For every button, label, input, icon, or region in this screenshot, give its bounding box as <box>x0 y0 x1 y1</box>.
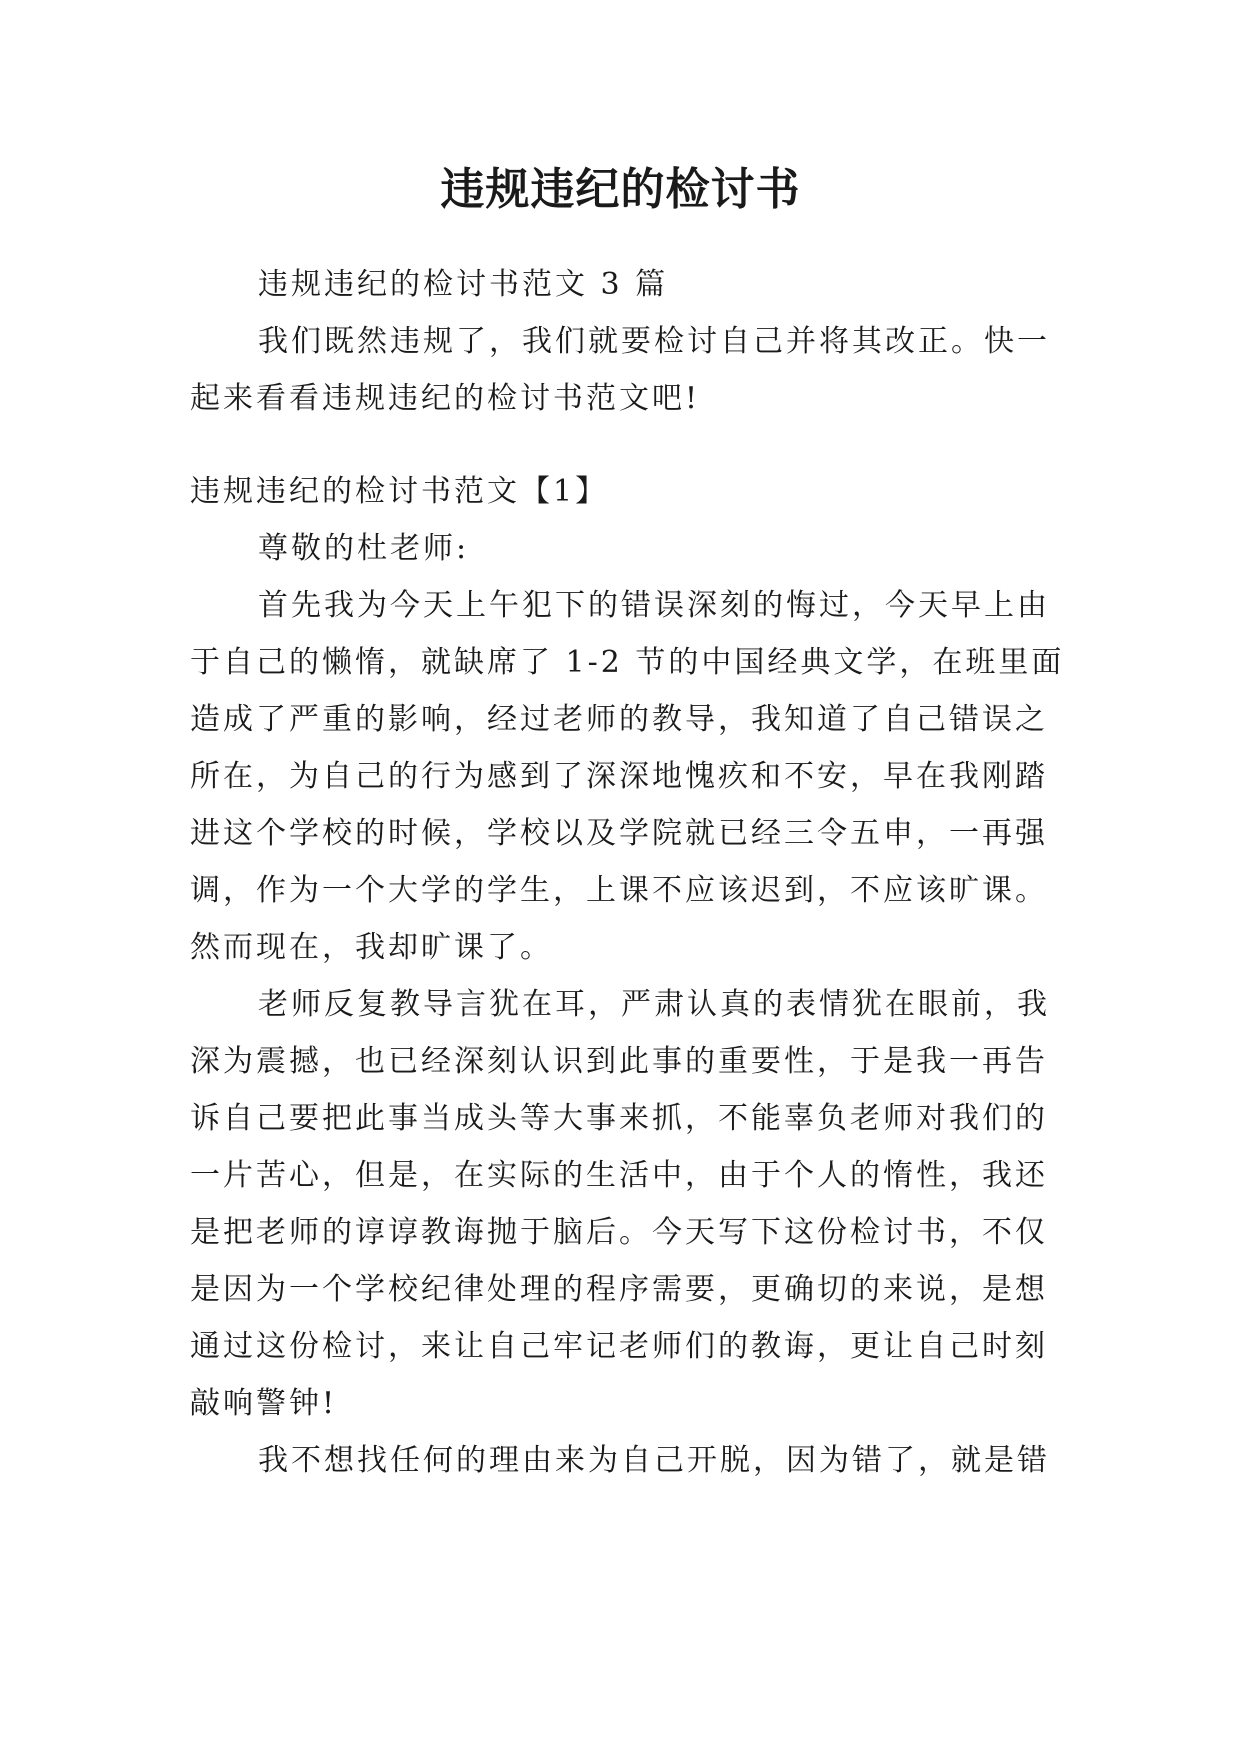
intro-block <box>190 256 1060 427</box>
paragraph-line: 所在，为自己的行为感到了深深地愧疚和不安，早在我刚踏 <box>190 759 1048 794</box>
document-title: 违规违纪的检讨书 <box>440 164 801 215</box>
paragraph-line: 我不想找任何的理由来为自己开脱，因为错了，就是错 <box>258 1443 1050 1478</box>
intro-subtitle: 违规违纪的检讨书范文 3 篇 <box>258 267 669 302</box>
paragraph-line: 诉自己要把此事当成头等大事来抓，不能辜负老师对我们的 <box>190 1101 1048 1136</box>
paragraph-line: 然而现在，我却旷课了。 <box>190 930 553 965</box>
paragraph-line: 敲响警钟! <box>190 1386 338 1421</box>
paragraph-line: 进这个学校的时候，学校以及学院就已经三令五申，一再强 <box>190 816 1048 851</box>
paragraph-line: 首先我为今天上午犯下的错误深刻的悔过，今天早上由 <box>258 588 1050 623</box>
salutation: 尊敬的杜老师: <box>258 531 470 566</box>
paragraph-line: 于自己的懒惰，就缺席了 1-2 节的中国经典文学，在班里面 <box>190 645 1065 680</box>
paragraph-line: 造成了严重的影响，经过老师的教导，我知道了自己错误之 <box>190 702 1048 737</box>
intro-lead-line: 起来看看违规违纪的检讨书范文吧! <box>190 381 701 416</box>
paragraph-line: 深为震撼，也已经深刻认识到此事的重要性，于是我一再告 <box>190 1044 1048 1079</box>
section-heading: 违规违纪的检讨书范文【1】 <box>190 474 609 509</box>
paragraph-line: 是因为一个学校纪律处理的程序需要，更确切的来说，是想 <box>190 1272 1048 1307</box>
paragraph-line: 一片苦心，但是，在实际的生活中，由于个人的惰性，我还 <box>190 1158 1048 1193</box>
paragraph-line: 通过这份检讨，来让自己牢记老师们的教诲，更让自己时刻 <box>190 1329 1048 1364</box>
section-1 <box>190 463 1065 1489</box>
paragraph-line: 老师反复教导言犹在耳，严肃认真的表情犹在眼前，我 <box>258 987 1050 1022</box>
paragraph-line: 调，作为一个大学的学生，上课不应该迟到，不应该旷课。 <box>190 873 1048 908</box>
intro-lead-line: 我们既然违规了，我们就要检讨自己并将其改正。快一 <box>258 324 1050 359</box>
paragraph-line: 是把老师的谆谆教诲抛于脑后。今天写下这份检讨书，不仅 <box>190 1215 1048 1250</box>
